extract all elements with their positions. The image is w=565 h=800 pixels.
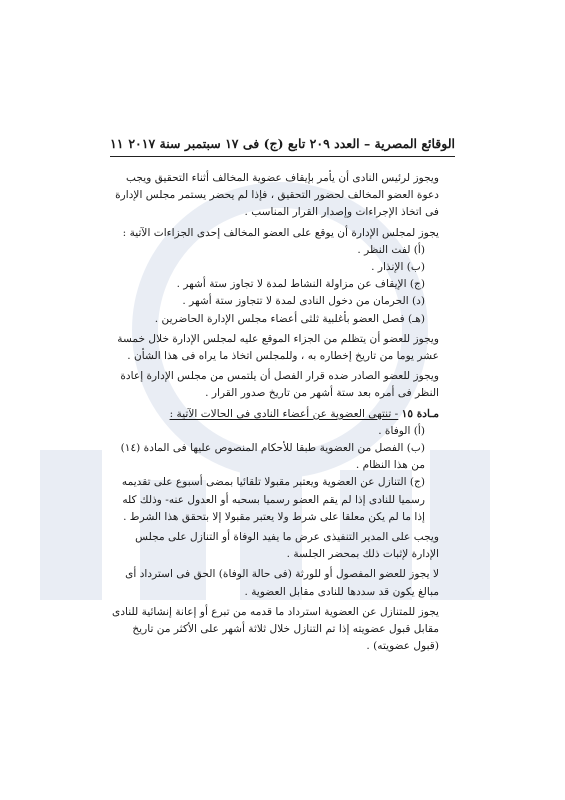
article-title: - تنتهى العضوية عن أعضاء النادى فى الحالات الآتية :	[169, 407, 399, 420]
list-item: (أ) لفت النظر .	[357, 243, 425, 256]
paragraph: يجوز لمجلس الإدارة أن يوقع على العضو المخالف إحدى الجزاءات الآتية :	[122, 226, 439, 239]
list-item: (هـ) فصل العضو بأغلبية ثلثى أعضاء مجلس الإدارة الحاضرين .	[154, 312, 425, 325]
paragraph: يجوز للمتنازل عن العضوية استرداد ما قدمه من تبرع أو إعانة إنشائية للنادى مقابل قبول عضويته إذا تم التنازل خلال ثلاثة أشهر على الأكثر من تاريخ (قبول عضويته) .	[112, 605, 439, 653]
list-item: (د) الحرمان من دخول النادى لمدة لا تتجاوز ستة أشهر .	[182, 295, 425, 308]
paragraph: ويجوز لرئيس النادى أن يأمر بإيقاف عضوية المخالف أثناء التحقيق ويجب دعوة العضو المخالف لحضور التحقيق ، فإذا لم يحضر يستمر مجلس الإدارة فى اتخاذ الإجراءات وإصدار القرار المناسب .	[115, 172, 439, 219]
list-item: (ج) الإيقاف عن مزاولة النشاط لمدة لا تجاوز ستة أشهر .	[176, 278, 425, 291]
list-item: (أ) الوفاة .	[378, 424, 425, 437]
paragraph: ويجوز للعضو أن يتظلم من الجزاء الموقع عليه لمجلس الإدارة خلال خمسة عشر يوما من تاريخ إخطاره به ، وللمجلس اتخاذ ما يراه فى هذا الشأن .	[117, 332, 439, 363]
document-body	[110, 170, 455, 655]
paragraph: لا يجوز للعضو المفصول أو للورثة (فى حالة الوفاة) الحق فى استرداد أى مبالغ يكون قد سددها للنادى مقابل العضوية .	[125, 568, 439, 598]
page-header	[110, 136, 455, 151]
article-heading	[110, 406, 455, 423]
list-item: (ج) التنازل عن العضوية ويعتبر مقبولا تلقائيا بمضى أسبوع على تقديمه رسميا للنادى إذا لم يقم العضو رسميا بسحبه أو العدول عنه- وذلك كله إذا ما لم يكن معلقا على شرط ولا يعتبر مقبولا إلا بتحقق هذا الشرط .	[121, 476, 425, 523]
article-number: مـادة ١٥	[401, 407, 439, 420]
paragraph: ويجوز للعضو الصادر ضده قرار الفصل أن يلتمس من مجلس الإدارة إعادة النظر فى أمره بعد ستة أشهر من تاريخ صدور القرار .	[120, 370, 439, 400]
list-item: (ب) الفصل من العضوية طبقا للأحكام المنصوص عليها فى المادة (١٤) من هذا النظام .	[120, 442, 425, 472]
header-rule	[110, 156, 455, 157]
page-number: ١١	[110, 136, 124, 151]
paragraph: ويجب على المدير التنفيذى عرض ما يفيد الوفاة أو التنازل على مجلس الإدارة لإثبات ذلك بمحضر الجلسة .	[135, 531, 439, 561]
list-item: (ب) الإنذار .	[371, 261, 425, 274]
running-title: الوقائع المصرية – العدد ٢٠٩ تابع (ج) فى ١٧ سبتمبر سنة ٢٠١٧	[128, 136, 455, 151]
